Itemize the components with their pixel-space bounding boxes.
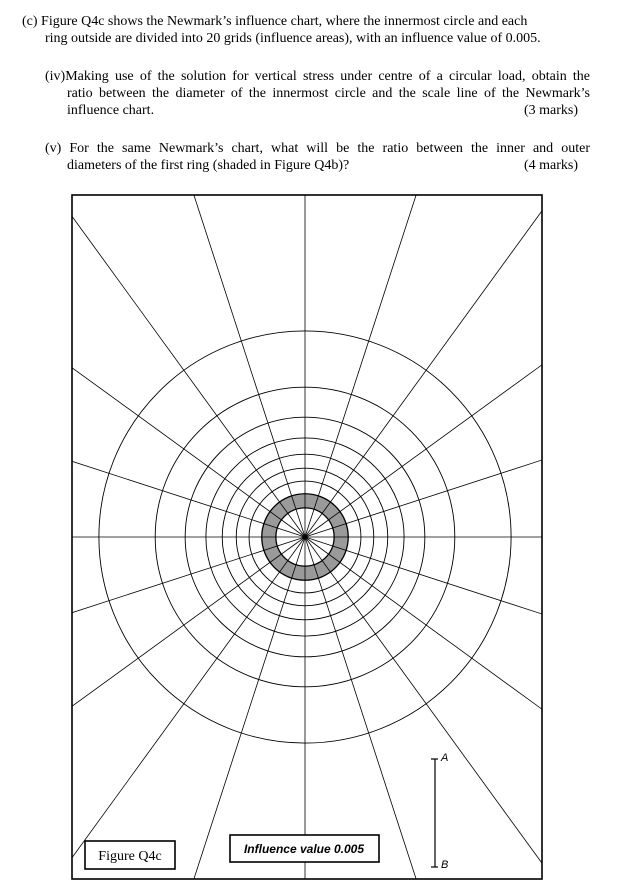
sector-line-7 bbox=[305, 537, 617, 815]
sector-line-20 bbox=[27, 0, 305, 537]
sector-line-18 bbox=[0, 8, 305, 537]
figure-caption: Figure Q4c bbox=[98, 849, 162, 864]
scale-bottom-label: B bbox=[441, 859, 449, 871]
sector-line-8 bbox=[305, 537, 617, 883]
question-iv-line-3: influence chart. bbox=[67, 103, 155, 118]
scale-top-label: A bbox=[441, 752, 449, 764]
sector-line-5 bbox=[305, 259, 617, 537]
question-c-line-2: ring outside are divided into 20 grids (influence areas), with an influence value of 0.005. bbox=[45, 31, 541, 46]
question-iv-line-2: ratio between the diameter of the innermost circle and the scale line of the Newmark’s bbox=[67, 86, 590, 101]
sector-line-19 bbox=[0, 0, 305, 537]
sector-line-3 bbox=[305, 0, 617, 537]
influence-value-label: Influence value 0.005 bbox=[243, 842, 365, 856]
question-v-line-1: (v) For the same Newmark’s chart, what will be the ratio between the inner and outer bbox=[45, 141, 590, 156]
sector-line-12 bbox=[27, 537, 305, 883]
sector-line-4 bbox=[305, 8, 617, 537]
question-v-line-2: diameters of the first ring (shaded in Figure Q4b)? bbox=[67, 158, 350, 173]
question-iv-line-1: (iv)Making use of the solution for vertical stress under centre of a circular load, obtain the bbox=[45, 69, 590, 84]
question-v-marks: (4 marks) bbox=[523, 158, 578, 173]
question-c-line-1: (c) Figure Q4c shows the Newmark’s influence chart, where the innermost circle and each bbox=[22, 14, 528, 29]
question-iv-marks: (3 marks) bbox=[523, 103, 578, 118]
sector-line-9 bbox=[305, 537, 617, 883]
